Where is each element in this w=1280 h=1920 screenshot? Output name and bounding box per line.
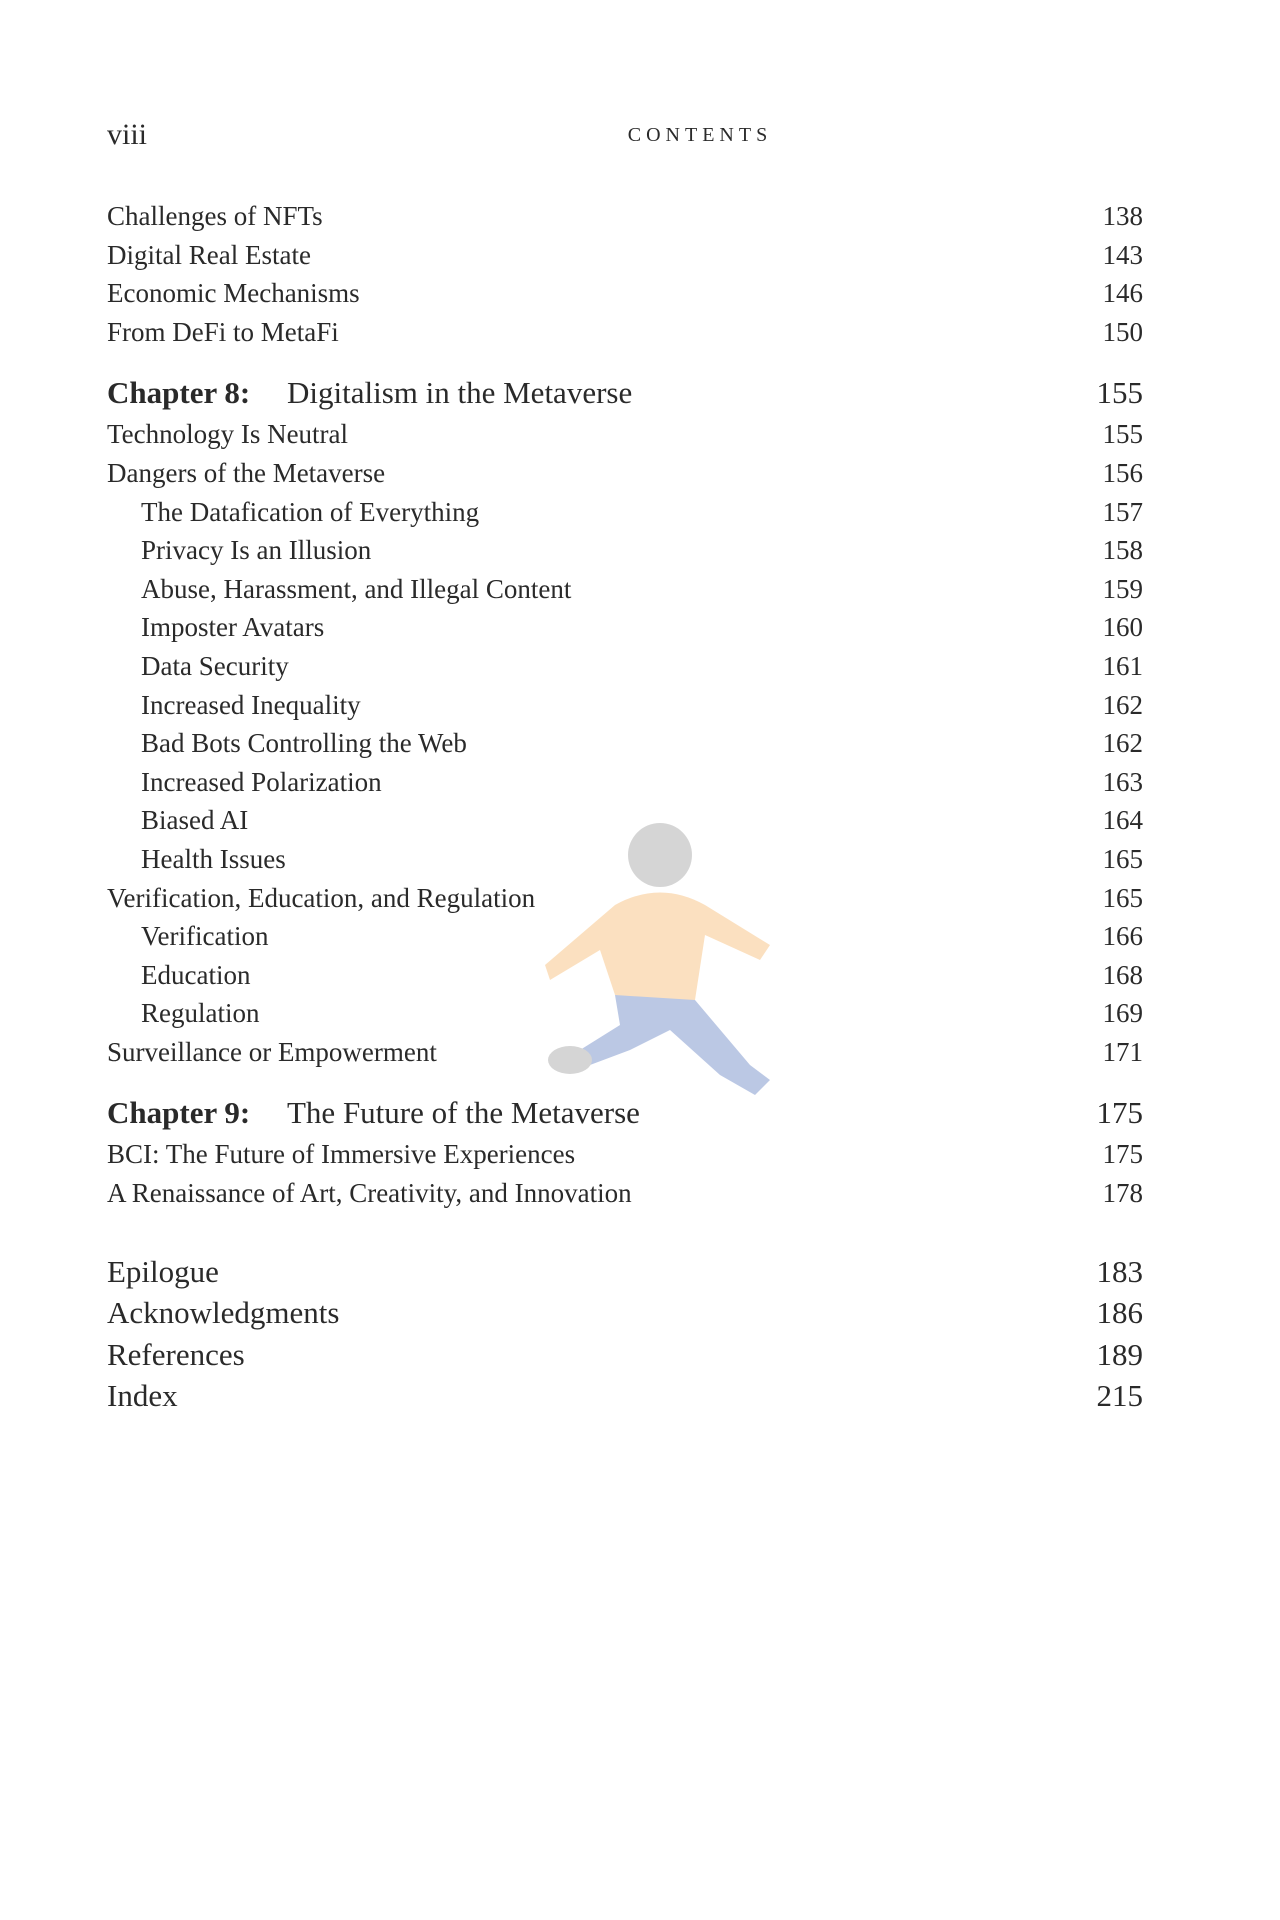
chapter-title <box>107 1091 640 1135</box>
toc-entry[interactable] <box>107 1251 1143 1293</box>
entry-title: Health Issues <box>141 843 286 874</box>
entry-page: 168 <box>1102 959 1143 990</box>
toc-entry[interactable] <box>107 1174 1143 1213</box>
entry-page: 162 <box>1102 728 1143 759</box>
entry-title: Data Security <box>141 650 289 681</box>
page-number: viii <box>107 118 148 151</box>
entry-page: 166 <box>1102 921 1143 952</box>
toc-entry[interactable] <box>107 840 1143 879</box>
entry-title: The Datafication of Everything <box>141 496 480 527</box>
table-of-contents <box>107 197 1143 1417</box>
toc-group-3 <box>107 1135 1143 1212</box>
entry-title: Education <box>141 959 251 990</box>
entry-title: Increased Polarization <box>141 766 382 797</box>
chapter-title <box>107 371 632 415</box>
entry-page: 160 <box>1102 612 1143 643</box>
entry-page: 183 <box>1096 1253 1143 1289</box>
entry-title: Epilogue <box>107 1253 219 1289</box>
toc-group-1 <box>107 197 1143 351</box>
entry-page: 165 <box>1102 882 1143 913</box>
entry-page: 138 <box>1102 201 1143 231</box>
entry-title: Acknowledgments <box>107 1295 340 1331</box>
entry-title: Increased Inequality <box>141 689 361 720</box>
entry-title: Economic Mechanisms <box>107 278 360 309</box>
entry-title: Biased AI <box>141 805 249 836</box>
entry-title: Verification, Education, and Regulation <box>107 882 536 913</box>
entry-title: From DeFi to MetaFi <box>107 316 339 347</box>
entry-title: Dangers of the Metaverse <box>107 457 386 488</box>
toc-entry[interactable] <box>107 956 1143 995</box>
chapter-page: 175 <box>1096 1095 1143 1131</box>
toc-entry[interactable] <box>107 1334 1143 1376</box>
entry-page: 156 <box>1102 457 1143 488</box>
entry-page: 163 <box>1102 766 1143 797</box>
chapter-label: Chapter 8: <box>107 375 251 411</box>
entry-page: 161 <box>1102 650 1143 681</box>
toc-entry[interactable] <box>107 994 1143 1033</box>
entry-page: 162 <box>1102 689 1143 720</box>
toc-entry[interactable] <box>107 608 1143 647</box>
entry-page: 165 <box>1102 843 1143 874</box>
entry-page: 164 <box>1102 805 1143 836</box>
chapter-name: The Future of the Metaverse <box>287 1095 640 1131</box>
toc-entry[interactable] <box>107 917 1143 956</box>
entry-page: 150 <box>1102 316 1143 347</box>
entry-page: 159 <box>1102 573 1143 604</box>
toc-entry[interactable] <box>107 724 1143 763</box>
entry-title: Imposter Avatars <box>141 612 325 643</box>
entry-page: 178 <box>1102 1178 1143 1209</box>
entry-title: Index <box>107 1378 178 1414</box>
running-title: CONTENTS <box>627 124 773 146</box>
toc-entry[interactable] <box>107 454 1143 493</box>
toc-entry[interactable] <box>107 1033 1143 1072</box>
entry-page: 215 <box>1096 1378 1143 1414</box>
entry-page: 186 <box>1096 1295 1143 1331</box>
entry-title: Regulation <box>141 998 260 1029</box>
entry-page: 143 <box>1102 239 1143 270</box>
toc-entry[interactable] <box>107 570 1143 609</box>
entry-title: Abuse, Harassment, and Illegal Content <box>141 573 572 604</box>
toc-entry[interactable] <box>107 801 1143 840</box>
entry-page: 189 <box>1096 1336 1143 1372</box>
entry-title: Surveillance or Empowerment <box>107 1036 437 1067</box>
entry-title: BCI: The Future of Immersive Experiences <box>107 1139 576 1170</box>
toc-entry[interactable] <box>107 236 1143 275</box>
entry-page: 158 <box>1102 535 1143 566</box>
entry-page: 175 <box>1102 1139 1143 1170</box>
toc-group-2 <box>107 415 1143 1071</box>
toc-chapter-8[interactable] <box>107 371 1143 415</box>
entry-page: 169 <box>1102 998 1143 1029</box>
entry-title: Challenges of NFTs <box>107 201 323 231</box>
chapter-label: Chapter 9: <box>107 1095 251 1131</box>
entry-title: Technology Is Neutral <box>107 419 349 450</box>
entry-page: 146 <box>1102 278 1143 309</box>
toc-entry[interactable] <box>107 531 1143 570</box>
entry-page: 171 <box>1102 1036 1143 1067</box>
chapter-page: 155 <box>1096 375 1143 411</box>
entry-page: 155 <box>1102 419 1143 450</box>
toc-entry[interactable] <box>107 1135 1143 1174</box>
entry-title: Privacy Is an Illusion <box>141 535 372 566</box>
entry-title: A Renaissance of Art, Creativity, and Innovation <box>107 1178 632 1209</box>
toc-entry[interactable] <box>107 493 1143 532</box>
toc-chapter-9[interactable] <box>107 1091 1143 1135</box>
entry-title: Bad Bots Controlling the Web <box>141 728 467 759</box>
toc-entry[interactable] <box>107 274 1143 313</box>
toc-entry[interactable] <box>107 879 1143 918</box>
chapter-name: Digitalism in the Metaverse <box>287 375 633 411</box>
toc-entry[interactable] <box>107 415 1143 454</box>
toc-entry[interactable] <box>107 686 1143 725</box>
running-head <box>107 118 1173 158</box>
entry-title: References <box>107 1336 245 1372</box>
toc-endmatter <box>107 1251 1143 1417</box>
entry-page: 157 <box>1102 496 1143 527</box>
toc-entry[interactable] <box>107 1375 1143 1417</box>
entry-title: Digital Real Estate <box>107 239 311 270</box>
entry-title: Verification <box>141 921 269 952</box>
toc-entry[interactable] <box>107 763 1143 802</box>
toc-entry[interactable] <box>107 647 1143 686</box>
toc-entry[interactable] <box>107 313 1143 352</box>
toc-entry[interactable] <box>107 1292 1143 1334</box>
toc-entry[interactable] <box>107 197 1143 236</box>
